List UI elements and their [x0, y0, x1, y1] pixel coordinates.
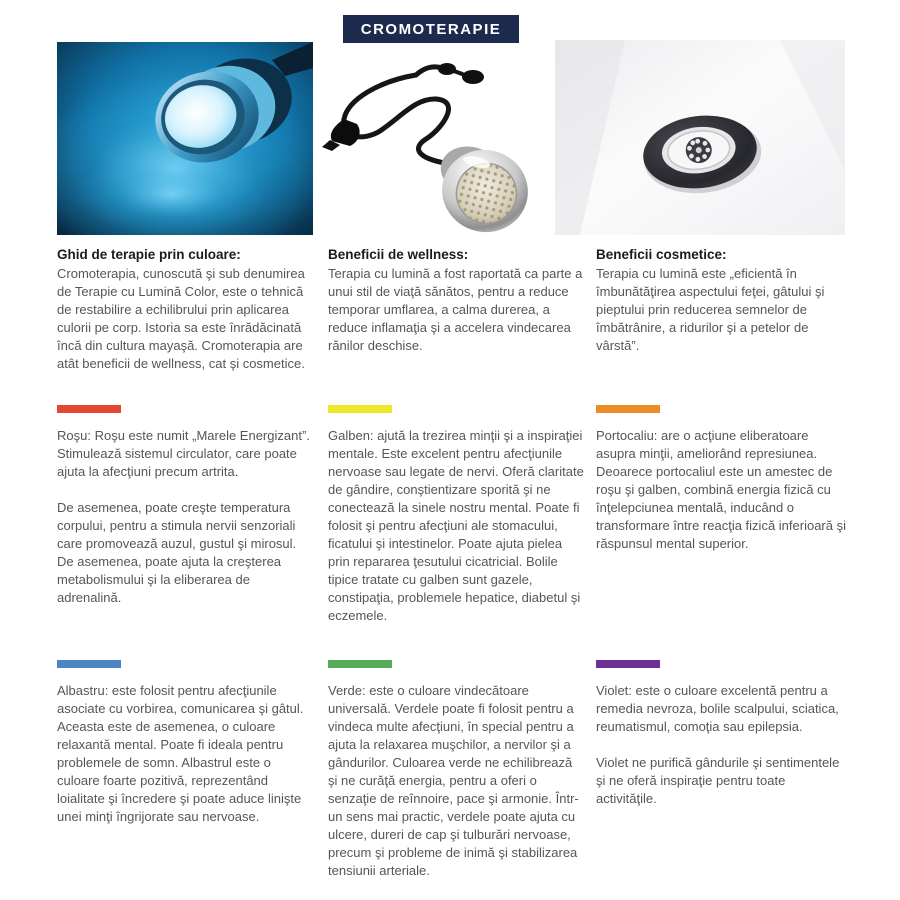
blue-led-light-photo: [57, 42, 313, 235]
section-paragraph: Portocaliu: are o acţiune eliberatoare asupra minţii, ameliorând represiunea. Deoarece portocaliul este un amestec de roşu şi galben, combină energia fizică cu înţelepciunea mentală, inducând o transformare între reacţia fizică inferioară şi răspunsul mental superior.: [596, 428, 846, 551]
violet-color-bar: [596, 660, 660, 668]
section-paragraph: Verde: este o culoare vindecătoare universală. Verdele poate fi folosit pentru a vindeca multe afecţiuni, în special pentru a ajuta la relaxarea muşchilor, a nervilor şi a gândurilor. Culoarea verde ne echilibrează şi ne curăţă energia, pentru a oferi o senzaţie de reînnoire, pace şi armonie. Într-un sens mai practic, verdele poate ajuta cu ulcere, dureri de cap şi tulburări nervoase, precum şi probleme de inimă şi stabilizarea tensiunii arteriale.: [328, 683, 579, 878]
column-wellness-benefits: [328, 245, 584, 900]
recessed-light-illustration: [555, 40, 845, 235]
section-paragraph: Galben: ajută la trezirea minţii şi a inspiraţiei mentale. Este excelent pentru afecţiunile nervoase sau legate de nervi. Oferă claritate de gândire, conştientizare sporită şi ne conectează la sinele nostru mental. Poate fi folosit şi pentru afecţiuni ale stomacului, ficatului şi intestinelor. Poate ajuta pielea prin repararea ţesutului cicatricial. Bolile tipice tratate cu galben sunt gazele, constipaţia, problemele hepatice, diabetul şi eczemele.: [328, 428, 584, 623]
section-paragraph: Violet: este o culoare excelentă pentru a remedia nevroza, bolile scalpului, sciatica, reumatismul, comoţia sau epilepsia.: [596, 683, 839, 734]
section-blue: [57, 660, 315, 826]
red-color-bar: [57, 405, 121, 413]
page-title: CROMOTERAPIE: [360, 21, 502, 38]
chrome-light-cable-photo: [320, 43, 535, 235]
section-violet: [596, 660, 848, 808]
column-color-guide: [57, 245, 315, 900]
column-heading: Beneficii cosmetice:: [596, 247, 727, 262]
section-paragraph: Albastru: este folosit pentru afecţiunile asociate cu vorbirea, comunicarea şi gâtul. Aceasta este de asemenea, o culoare relaxantă mental. Poate fi ideala pentru problemele de somn. Albastrul este o culoare foarte pozitivă, reprezentând loialitate şi încredere şi poate aduce linişte unei minţi îngrijorate sau nervoase.: [57, 683, 304, 824]
chrome-light-cable-illustration: [320, 43, 535, 235]
green-color-bar: [328, 660, 392, 668]
section-paragraph: De asemenea, poate creşte temperatura corpului, pentru a stimula nervii senzoriali care promovează auzul, gustul şi mirosul. De asemenea, poate ajuta la creşterea metabolismului şi la eliberarea de adrenalină.: [57, 500, 297, 605]
column-heading: Ghid de terapie prin culoare:: [57, 247, 241, 262]
section-green: [328, 660, 584, 880]
orange-color-bar: [596, 405, 660, 413]
yellow-color-bar: [328, 405, 392, 413]
section-red: [57, 405, 315, 607]
section-orange: [596, 405, 848, 553]
column-heading: Beneficii de wellness:: [328, 247, 469, 262]
column-intro: Cromoterapia, cunoscută şi sub denumirea de Terapie cu Lumină Color, este o tehnică de restabilire a echilibrului prin aplicarea culorii pe corp. Istoria sa este înrădăcinată încă din cultura mayaşă. Cromoterapia are atât beneficii de wellness, cat şi cosmetice.: [57, 266, 305, 371]
section-yellow: [328, 405, 584, 625]
page-title-banner: [343, 15, 519, 44]
recessed-light-photo: [555, 40, 845, 235]
column-intro: Terapia cu lumină a fost raportată ca parte a unui stil de viaţă sănătos, pentru a reduce temporar umflarea, a calma durerea, a reduce inflamaţia şi a accelera vindecarea rănilor deschise.: [328, 266, 583, 353]
column-intro: Terapia cu lumină este „eficientă în îmbunătăţirea aspectului feţei, gâtului şi pieptului prin reducerea semnelor de îmbătrânire, a ridurilor şi a petelor de vârstă”.: [596, 266, 825, 353]
section-paragraph: Violet ne purifică gândurile şi sentimentele şi ne oferă inspiraţie pentru toate activităţile.: [596, 755, 840, 806]
blue-led-light-illustration: [57, 42, 313, 235]
section-paragraph: Roşu: Roşu este numit „Marele Energizant”. Stimulează sistemul circulator, care poate ajuta la afecţiuni precum artrita.: [57, 428, 310, 479]
column-cosmetic-benefits: [596, 245, 848, 900]
blue-color-bar: [57, 660, 121, 668]
